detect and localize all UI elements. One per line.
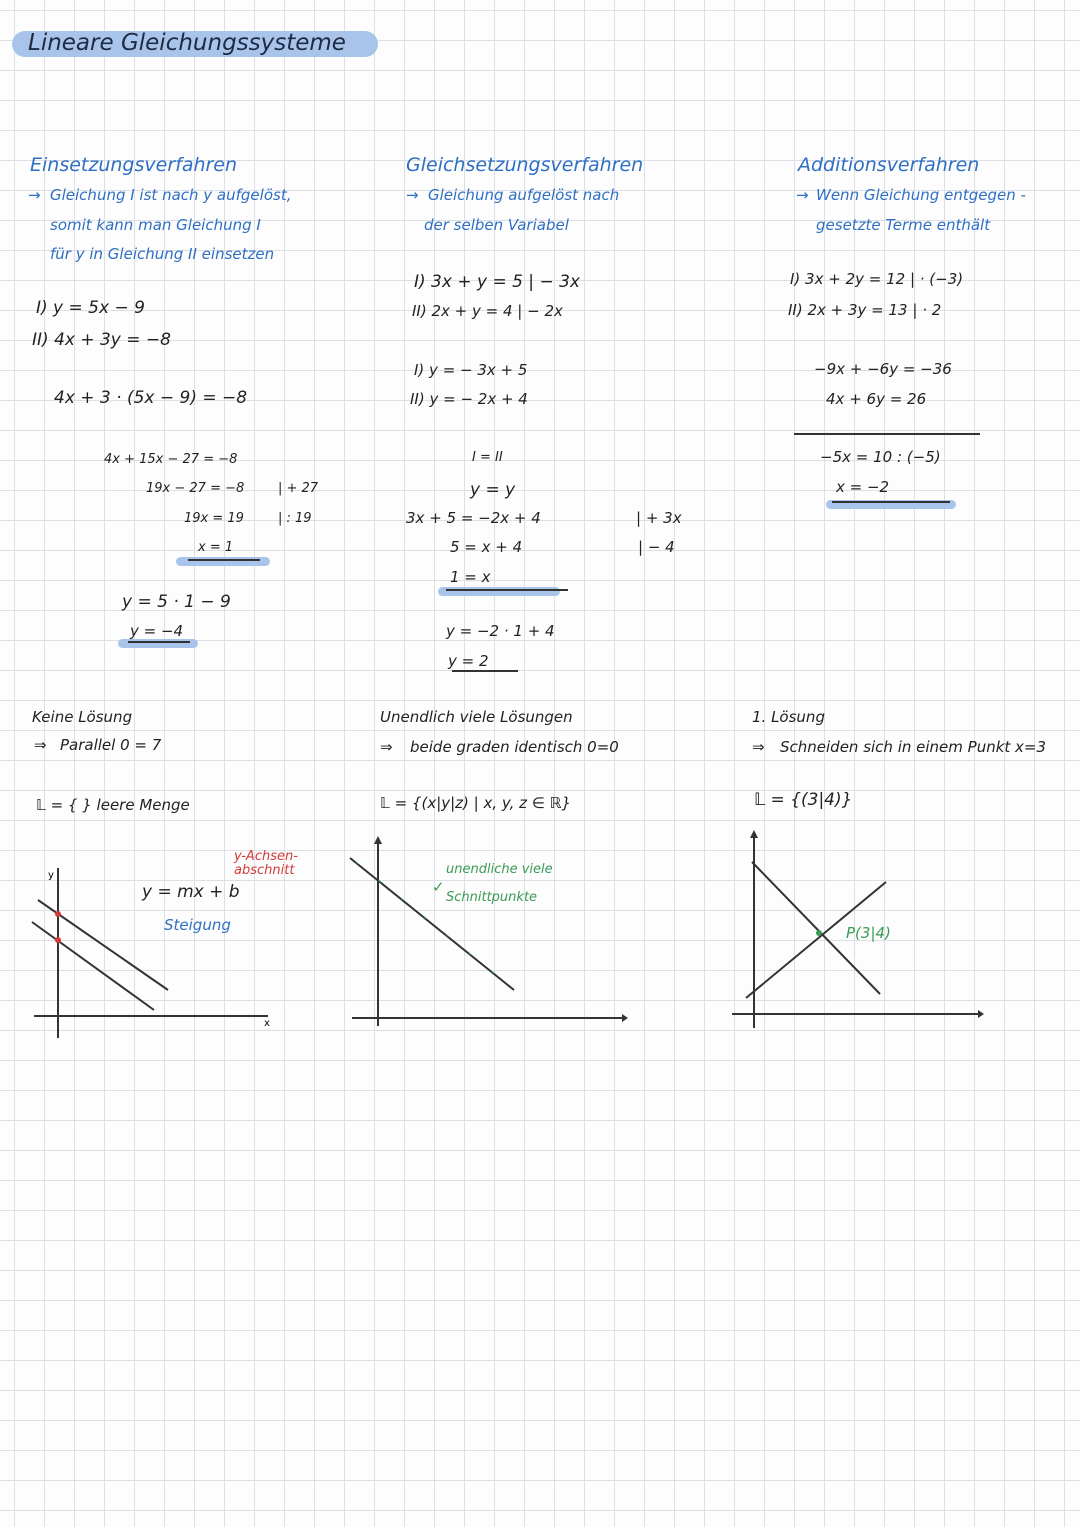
desc-line: der selben Variabel [424, 216, 569, 234]
intercept-point [55, 937, 61, 943]
page-title: Lineare Gleichungssysteme [28, 30, 346, 56]
desc-line: für y in Gleichung II einsetzen [50, 245, 275, 263]
y-axis-arrow [750, 830, 758, 838]
annotation-schnittpunkte: unendliche viele Schnittpunkte [446, 862, 553, 905]
parallel-line-2 [32, 922, 154, 1010]
check-icon: ✓ [432, 878, 445, 896]
result-line: y = 2 [448, 652, 489, 670]
case-note: Schneiden sich in einem Punkt x=3 [780, 738, 1047, 756]
result-line: y = −4 [130, 622, 184, 640]
desc-line: somit kann man Gleichung I [50, 216, 261, 234]
case-title: Unendlich viele Lösungen [380, 708, 573, 726]
equation-op: | + 3x [636, 509, 682, 527]
equation-line: 4x + 3 · (5x − 9) = −8 [54, 388, 248, 408]
arrow-icon: → [28, 186, 41, 204]
equation-op: | : 19 [278, 511, 312, 526]
desc-line: Gleichung aufgelöst nach [428, 186, 620, 204]
identical-line [350, 858, 514, 990]
arrow-icon: → [406, 186, 419, 204]
case-note: Parallel 0 = 7 [60, 736, 162, 754]
equation-line: I) 3x + y = 5 | − 3x [414, 272, 580, 292]
formula-slope-label: Steigung [164, 916, 231, 934]
arrow-icon: → [796, 186, 809, 204]
result-underline [832, 501, 950, 503]
result-line: 1 = x [450, 568, 491, 586]
rising-line [746, 882, 886, 998]
result-underline [452, 670, 518, 672]
solution-set: 𝕃 = {(x|y|z) | x, y, z ∈ ℝ} [380, 794, 572, 812]
equation-line: II) 4x + 3y = −8 [32, 330, 171, 350]
equation-line: I) y = 5x − 9 [36, 298, 145, 318]
case-title: Keine Lösung [32, 708, 133, 726]
x-axis-arrow [622, 1014, 628, 1022]
heading-einsetzungsverfahren: Einsetzungsverfahren [30, 154, 238, 176]
result-underline [128, 641, 190, 643]
graph-identical [346, 832, 636, 1032]
equation-line: y = −2 · 1 + 4 [446, 622, 555, 640]
equation-line: 19x = 19 [184, 511, 244, 526]
intercept-point [55, 911, 61, 917]
equation-line: 3x + 5 = −2x + 4 [406, 509, 541, 527]
graph-intersecting [728, 826, 990, 1032]
desc-line: Wenn Gleichung entgegen - [816, 186, 1026, 204]
y-axis-arrow [374, 836, 382, 844]
equation-line: −5x = 10 : (−5) [820, 448, 941, 466]
equation-line: II) 2x + y = 4 | − 2x [412, 302, 563, 320]
result-underline [188, 559, 260, 561]
equation-line: 4x + 6y = 26 [826, 390, 927, 408]
desc-line: gesetzte Terme enthält [816, 216, 991, 234]
result-line: x = −2 [836, 478, 890, 496]
result-line: x = 1 [198, 540, 234, 555]
graph-parallel [28, 862, 278, 1044]
case-title: 1. Lösung [752, 708, 825, 726]
intersection-point [816, 930, 822, 936]
desc-line: Gleichung I ist nach y aufgelöst, [50, 186, 292, 204]
equation-line: −9x + −6y = −36 [814, 360, 952, 378]
equation-line: I) y = − 3x + 5 [414, 361, 528, 379]
formula-intercept-label: y-Achsen-abschnitt [234, 849, 298, 878]
solution-set: 𝕃 = { } leere Menge [36, 796, 190, 814]
axis-label-y: y [48, 870, 54, 881]
falling-line [752, 862, 880, 994]
equation-op: | + 27 [278, 481, 319, 496]
equation-line: I = II [472, 450, 503, 465]
heading-gleichsetzungsverfahren: Gleichsetzungsverfahren [406, 154, 644, 176]
equation-line: I) 3x + 2y = 12 | · (−3) [790, 270, 964, 288]
heading-additionsverfahren: Additionsverfahren [798, 154, 980, 176]
equation-line: 19x − 27 = −8 [146, 481, 245, 496]
axis-label-x: x [264, 1018, 270, 1029]
equation-op: | − 4 [638, 538, 675, 556]
equation-line: y = y [470, 480, 516, 500]
solution-set: 𝕃 = {(3|4)} [754, 790, 853, 810]
implies-icon: ⇒ [752, 738, 765, 756]
case-note: beide graden identisch 0=0 [410, 738, 619, 756]
implies-icon: ⇒ [380, 738, 393, 756]
point-label: P(3|4) [846, 924, 891, 942]
x-axis-arrow [978, 1010, 984, 1018]
sum-line [794, 433, 980, 435]
equation-line: II) y = − 2x + 4 [410, 390, 528, 408]
equation-line: y = 5 · 1 − 9 [122, 592, 231, 612]
implies-icon: ⇒ [34, 736, 47, 754]
equation-line: 5 = x + 4 [450, 538, 523, 556]
equation-line: II) 2x + 3y = 13 | · 2 [788, 301, 942, 319]
equation-line: 4x + 15x − 27 = −8 [104, 452, 238, 467]
formula: y = mx + b [142, 882, 240, 902]
result-underline [446, 589, 568, 591]
